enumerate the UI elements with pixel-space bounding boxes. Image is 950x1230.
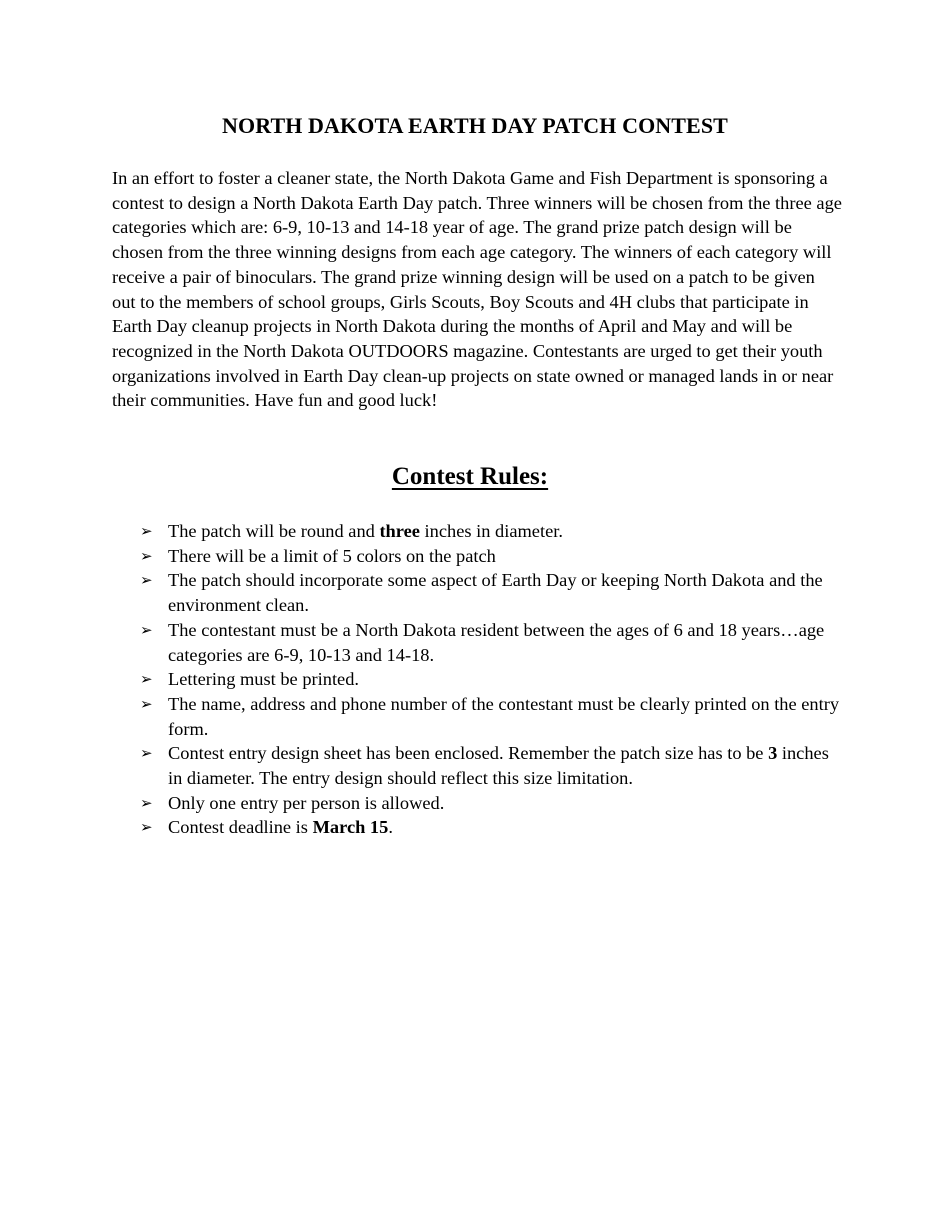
arrow-bullet-icon: ➢ bbox=[140, 744, 153, 763]
rule-item: ➢ The patch will be round and three inches in diameter. bbox=[140, 519, 840, 544]
rule-item: ➢ The patch should incorporate some aspect of Earth Day or keeping North Dakota and the environment clean. bbox=[140, 570, 823, 616]
rule-item: ➢ Only one entry per person is allowed. bbox=[140, 791, 840, 816]
rules-list bbox=[140, 519, 840, 840]
arrow-bullet-icon: ➢ bbox=[140, 571, 153, 590]
rule-item: ➢ Contest deadline is March 15. bbox=[140, 815, 840, 840]
arrow-bullet-icon: ➢ bbox=[140, 694, 153, 713]
rule-item: ➢ The name, address and phone number of the contestant must be clearly printed on the entry form. bbox=[140, 693, 840, 739]
rule-item: ➢ Contest entry design sheet has been enclosed. Remember the patch size has to be 3 inches in diameter. The entry design should reflect this size limitation. bbox=[140, 743, 829, 789]
page-title: NORTH DAKOTA EARTH DAY PATCH CONTEST bbox=[222, 113, 728, 138]
arrow-bullet-icon: ➢ bbox=[140, 818, 153, 837]
rule-item: ➢ Lettering must be printed. bbox=[140, 667, 840, 692]
arrow-bullet-icon: ➢ bbox=[140, 546, 153, 565]
arrow-bullet-icon: ➢ bbox=[140, 793, 153, 812]
intro-paragraph: In an effort to foster a cleaner state, the North Dakota Game and Fish Department is sponsoring a contest to design a North Dakota Earth Day patch. Three winners will be chosen from the three age categories which are: 6-9, 10-13 and 14-18 year of age. The grand prize patch design will be chosen from the three winning designs from each age category. The winners of each category will receive a pair of binoculars. The grand prize winning design will be used on a patch to be given out to the members of school groups, Girls Scouts, Boy Scouts and 4H clubs that participate in Earth Day cleanup projects in North Dakota during the months of April and May and will be recognized in the North Dakota OUTDOORS magazine. Contestants are urged to get their youth organizations involved in Earth Day clean-up projects on state owned or managed lands in or near their communities. Have fun and good luck! bbox=[112, 168, 842, 411]
arrow-bullet-icon: ➢ bbox=[140, 620, 153, 639]
rule-item: ➢ The contestant must be a North Dakota resident between the ages of 6 and 18 years…age categories are 6-9, 10-13 and 14-18. bbox=[140, 619, 825, 665]
rules-heading-text: Contest Rules: bbox=[391, 463, 549, 490]
rule-item: ➢ There will be a limit of 5 colors on the patch bbox=[140, 544, 840, 569]
rules-heading bbox=[0, 461, 940, 493]
arrow-bullet-icon: ➢ bbox=[140, 522, 153, 540]
arrow-bullet-icon: ➢ bbox=[140, 670, 153, 689]
